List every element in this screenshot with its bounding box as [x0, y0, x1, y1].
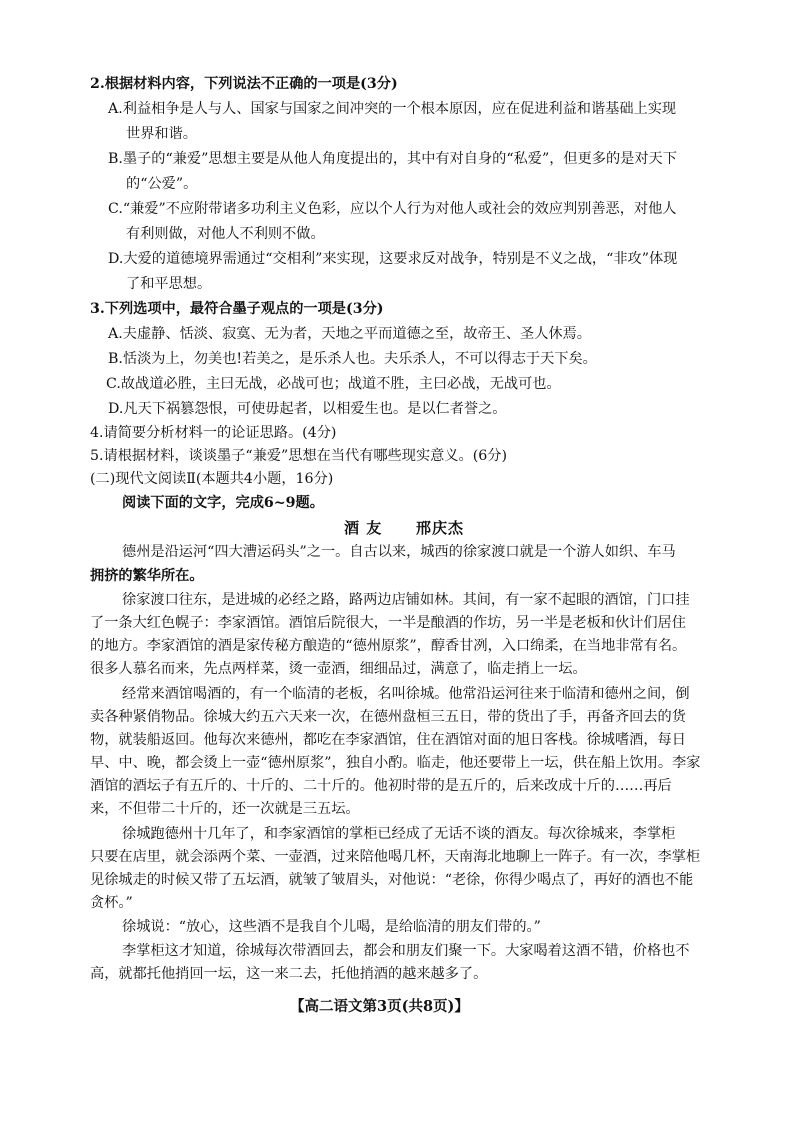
story-p6-line2: 高，就都托他捎回一坛，这一来二去，托他捎酒的越来越多了。	[90, 966, 488, 982]
reading-instruction: 阅读下面的文字，完成6~9题。	[122, 495, 324, 511]
story-p4-line2: 只要在店里，就会添两个菜、一壶酒，过来陪他喝几杯，天南海北地聊上一阵子。有一次，李掌柜	[90, 849, 701, 865]
q2-option-a-cont: 世界和谐。	[126, 126, 197, 142]
story-p3-line4: 早、中、晚，都会烫上一壶“德州原浆”，独自小酌。临走，他还要带上一坛，供在船上饮用。李家	[90, 755, 701, 771]
q5: 5.请根据材料，谈谈墨子“兼爱”思想在当代有哪些现实意义。(6分)	[90, 448, 508, 464]
q2-option-d: D.大爱的道德境界需通过“交相利”来实现，这要求反对战争，特别是不义之战，“非攻”体现	[108, 251, 678, 267]
story-p3-line5: 酒馆的酒坛子有五斤的、十斤的、二十斤的。他初时带的是五斤的，后来改成十斤的……再后	[90, 778, 672, 794]
q3-option-a: A.夫虚静、恬淡、寂寞、无为者，天地之平而道德之至，故帝王、圣人休焉。	[108, 326, 591, 342]
story-p4-line3: 见徐城走的时候又带了五坛酒，就皱了皱眉头，对他说：“老徐，你得少喝点了，再好的酒也不能	[90, 872, 694, 888]
q2-stem: 2.根据材料内容，下列说法不正确的一项是(3分)	[90, 76, 398, 92]
story-p1-line1: 德州是沿运河“四大漕运码头”之一。自古以来，城西的徐家渡口就是一个游人如织、车马	[122, 544, 676, 560]
story-p2-line4: 很多人慕名而来，先点两样菜，烫一壶酒，细细品过，满意了，临走捎上一坛。	[90, 661, 587, 677]
q3-option-c: C.故战道必胜，主曰无战，必战可也；战道不胜，主曰必战，无战可也。	[106, 376, 561, 392]
story-p4-line1: 徐城跑德州十几年了，和李家酒馆的掌柜已经成了无话不谈的酒友。每次徐城来，李掌柜	[122, 826, 676, 842]
q2-option-c: C.“兼爱”不应附带诸多功利主义色彩，应以个人行为对他人或社会的效应判别善恶，对他人	[108, 201, 677, 217]
q3-stem: 3.下列选项中，最符合墨子观点的一项是(3分)	[90, 301, 384, 317]
section-heading: (二)现代文阅读Ⅱ(本题共4小题，16分)	[90, 471, 334, 487]
story-p3-line3: 物，就装船返回。他每次来德州，都吃在李家酒馆，住在酒馆对面的旭日客栈。徐城嗜酒，每日	[90, 732, 686, 748]
story-p2-line1: 徐家渡口往东，是进城的必经之路，路两边店铺如林。其间，有一家不起眼的酒馆，门口挂	[122, 592, 690, 608]
story-p3-line6: 来，不但带二十斤的，还一次就是三五坛。	[90, 801, 360, 817]
story-p3-line1: 经常来酒馆喝酒的，有一个临清的老板，名叫徐城。他常沿运河往来于临清和德州之间，倒	[122, 686, 690, 702]
q3-option-d: D.凡天下祸篡怨恨，可使毋起者，以相爱生也。是以仁者誉之。	[108, 401, 507, 417]
story-title: 酒 友	[344, 519, 383, 537]
story-p2-line3: 的地方。李家酒馆的酒是家传秘方酿造的“德州原浆”，醇香甘冽，入口绵柔，在当地非常有名。	[90, 638, 687, 654]
story-p6-line1: 李掌柜这才知道，徐城每次带酒回去，都会和朋友们聚一下。大家喝着这酒不错，价格也不	[122, 943, 690, 959]
story-author: 邢庆杰	[416, 519, 465, 537]
story-p2-line2: 了一条大红色幌子：李家酒馆。酒馆后院很大，一半是酿酒的作坊，另一半是老板和伙计们居住	[90, 615, 686, 631]
story-p1-line2: 拥挤的繁华所在。	[90, 568, 204, 584]
q2-option-b: B.墨子的“兼爱”思想主要是从他人角度提出的，其中有对自身的“私爱”，但更多的是对天下	[108, 151, 677, 167]
q4: 4.请简要分析材料一的论证思路。(4分)	[90, 425, 337, 441]
q2-option-a: A.利益相争是人与人、国家与国家之间冲突的一个根本原因，应在促进利益和谐基础上实现	[108, 101, 677, 117]
q2-option-c-cont: 有利则做，对他人不利则不做。	[126, 226, 325, 242]
q3-option-b: B.恬淡为上，勿美也!若美之，是乐杀人也。夫乐杀人，不可以得志于天下矣。	[108, 351, 597, 367]
story-p4-line4: 贪杯。”	[90, 895, 133, 911]
q2-option-b-cont: 的“公爱”。	[126, 176, 198, 192]
q2-option-d-cont: 了和平思想。	[126, 276, 212, 292]
story-p5-line1: 徐城说：“放心，这些酒不是我自个儿喝，是给临清的朋友们带的。”	[122, 919, 541, 935]
story-p3-line2: 卖各种紧俏物品。徐城大约五六天来一次，在德州盘桓三五日，带的货出了手，再备齐回去的货	[90, 709, 686, 725]
page-footer: 【高二语文第3页(共8页)】	[290, 998, 469, 1015]
